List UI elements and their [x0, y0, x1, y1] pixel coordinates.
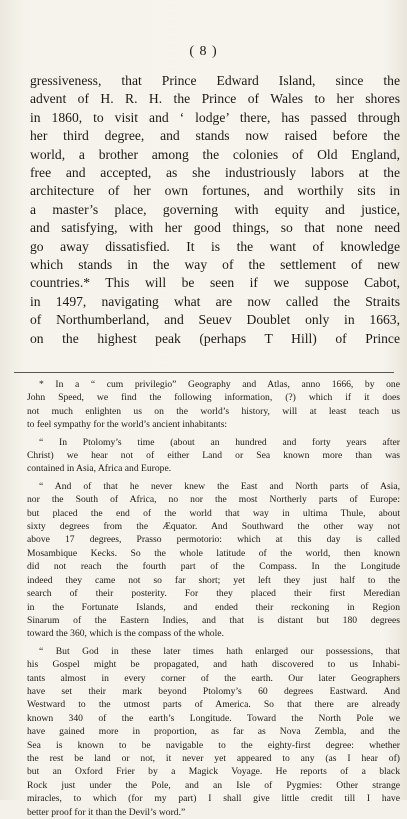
footnote-paragraph [27, 645, 400, 819]
text-line: world, a brother among the colonies of Old England, [30, 146, 400, 162]
text-line: her third degree, and stands now raised before the [30, 128, 400, 144]
text-line: in 1497, navigating what are now called the Straits [30, 293, 400, 309]
footnote-line: better proof for it than the Devil’s word.” [27, 806, 186, 818]
footnote-line: in the Fortunate Islands, and ended their reckoning in Region [27, 601, 400, 613]
footnote-line: to feel sympathy for the world’s ancient inhabitants: [27, 419, 228, 431]
footnote-paragraph [27, 480, 400, 641]
footnote-line: indeed they came not so far short; yet left they just half to the [27, 574, 400, 586]
footnote-line: “ In Ptolomy’s time (about an hundred and forty years after [39, 436, 400, 448]
footnote-line: search of their posterity. For they placed their first Meredian [27, 588, 400, 600]
footnote [27, 378, 400, 819]
footnote-line: John Speed, we find the following information, (?) which if it does [27, 392, 400, 404]
footnote-line: toward the 360, which is the compass of the whole. [27, 628, 224, 640]
footnote-line: not much enlighten us on the world’s history, will at least teach us [27, 405, 400, 417]
footnote-paragraph [27, 436, 400, 476]
footnote-line: but an Oxford Frier by a Magick Voyage. He reports of a black [27, 766, 400, 778]
page-number: ( 8 ) [189, 44, 218, 59]
text-line: of Northumberland, and Seuev Doublet only in 1663, [30, 312, 400, 328]
footnote-line: have gained more in proportion, as far as Nova Zembla, and the [27, 726, 400, 738]
footnote-line: did not reach the fourth part of the Compass. In the Longitude [27, 561, 400, 573]
footnote-paragraph [27, 378, 400, 432]
text-line: and satisfying, with her good things, so that none need [30, 220, 400, 236]
footnote-line: Sinarum of the Eastern Indies, and that is distant but 180 degrees [27, 614, 400, 626]
text-line: free and accepted, as she industriously labors at the [30, 165, 400, 181]
text-line: go away dissatisfied. It is the want of knowledge [30, 238, 400, 254]
footnote-line: nor the South of Africa, no nor the most Northerly parts of Europe: [27, 494, 400, 506]
text-line: countries.* This will be seen if we suppose Cabot, [30, 275, 400, 291]
footnote-line: Rock just under the Pole, and an Isle of Pygmies: Other strange [27, 779, 400, 791]
footnote-line: Westward to the utmost parts of America. So that there are already [27, 699, 400, 711]
footnote-line: sixty degrees from the Æquator. And Southward the other way not [27, 521, 400, 533]
footnote-line: known 340 of the earth’s Longitude. Toward the North Pole we [27, 712, 400, 724]
text-line: which stands in the way of the settlement of new [30, 257, 400, 273]
footnote-line: * In a “ cum privilegio” Geography and Atlas, anno 1666, by one [39, 379, 400, 390]
text-line: in 1860, to visit and ‘ lodge’ there, has passed through [30, 109, 400, 125]
footnote-line: Sea is known to be navigable to the eighty-first degree: whether [27, 739, 400, 751]
text-line: on the highest peak (perhaps T Hill) of Prince [30, 330, 400, 346]
text-line: gressiveness, that Prince Edward Island, since the [30, 73, 400, 88]
footnote-line: tants almost in every corner of the earth. Our later Geographers [27, 672, 400, 684]
footnote-line: above 17 degrees, Prasso permotorio: which at this day is called [27, 534, 400, 546]
text-line: architecture of her own fortunes, and worthily sits in [30, 183, 400, 199]
footnote-line: contained in Asia, Africa and Europe. [27, 463, 172, 475]
footnote-line: “ But God in these later times hath enlarged our possessions, that [39, 645, 400, 657]
footnote-line: but placed the end of the world that way in ultima Thule, about [27, 507, 400, 519]
footnote-line: have set their mark beyond Ptolomy’s 60 degrees Eastward. And [27, 685, 400, 697]
footnote-line: his Gospel might be propagated, and hath discovered to us Inhabi- [27, 659, 400, 671]
text-line: a master’s place, governing with equity and justice, [30, 201, 400, 217]
footnote-line: Christ) we hear not of either Land or Sea known more than was [27, 450, 400, 462]
footnote-line: miracles, to which (for my part) I shall give little credit till I have [27, 793, 400, 805]
text-line: advent of H. R. H. the Prince of Wales to her shores [30, 91, 400, 107]
footnote-line: Mosambique Kecks. So the whole latitude of the world, then known [27, 547, 400, 559]
main-text [30, 72, 400, 348]
footnote-line: “ And of that he never knew the East and North parts of Asia, [39, 480, 400, 492]
footnote-divider [14, 372, 394, 373]
footnote-line: the rest be land or not, it never yet appeared to any (as I hear of) [27, 752, 400, 764]
